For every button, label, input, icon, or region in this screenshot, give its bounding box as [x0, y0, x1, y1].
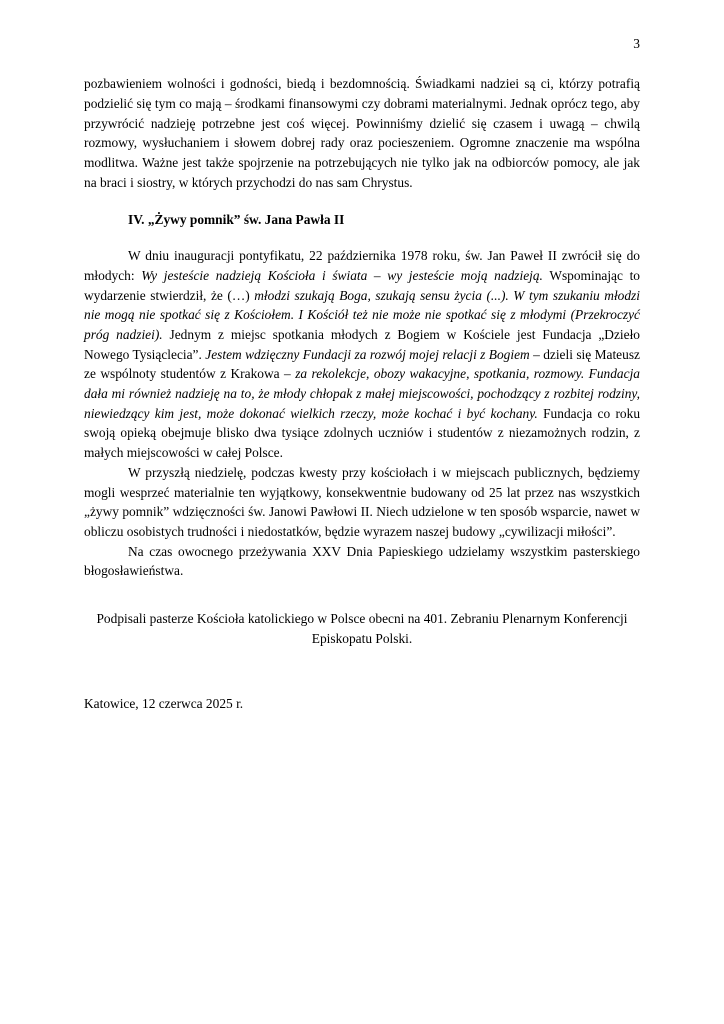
text-run: pozbawieniem wolności i godności, biedą i bezdomnością. Świadkami nadziei są ci, którzy potrafią podzielić się tym co mają – środkami finansowymi czy dobrami materialnymi. Jednak oprócz tego, aby przywrócić nadzieję potrzebne jest coś więcej. Powinniśmy dzielić się czasem i uwagą – chwilą rozmowy, wysłuchaniem i słowem dobrej rady oraz pocieszeniem. Ogromne znaczenie ma wspólna modlitwa. Ważne jest także spojrzenie na potrzebujących nie tylko jak na odbiorców pomocy, ale jak na braci i siostry, w których przychodzi do nas sam Chrystus.	[84, 76, 640, 190]
text-run: Wspominając to wydarzenie stwierdził, że (…)	[84, 267, 640, 303]
section-heading: IV. „Żywy pomnik” św. Jana Pawła II	[128, 212, 345, 228]
text-run-italic: Wy jesteście nadzieją Kościoła i świata – wy jesteście moją nadzieją.	[141, 267, 543, 283]
place-and-date: Katowice, 12 czerwca 2025 r.	[84, 696, 244, 712]
text-run: Fundacja co roku swoją opieką obejmuje blisko dwa tysiące zdolnych uczniów i studentów z niezamożnych rodzin, z małych miejscowości w całej Polsce.	[84, 405, 641, 461]
paragraph-continuation	[84, 74, 640, 192]
text-run: – dzieli się Mateusz ze wspólnoty studentów z Krakowa –	[84, 346, 640, 382]
text-run-italic: za rekolekcje, obozy wakacyjne, spotkania, rozmowy. Fundacja dała mi również nadzieję na to, że młody chłopak z małej miejscowości, pochodzący z rozbitej rodziny, niewiedzący kim jest, może dokonać wielkich rzeczy, może kochać i być kochany.	[84, 366, 640, 421]
text-run: W przyszłą niedzielę, podczas kwesty przy kościołach i w miejscach publicznych, będziemy mogli wesprzeć materialnie ten wyjątkowy, konsekwentnie budowany od 25 lat przez nas wszystkich „żywy pomnik” wdzięczności św. Janowi Pawłowi II. Niech udzielone w ten sposób wsparcie, nawet w obliczu osobistych trudności i niedostatków, będzie wyrazem naszej budowy „cywilizacji miłości”.	[84, 464, 640, 539]
signatories-note: Podpisali pasterze Kościoła katolickiego w Polsce obecni na 401. Zebraniu Plenarnym Konferencji Episkopatu Polski.	[96, 611, 628, 646]
paragraph-body-3	[84, 542, 640, 581]
text-run: Jednym z miejsc spotkania młodych z Bogiem w Kościele jest Fundacja „Dzieło Nowego Tysiąclecia”.	[84, 326, 640, 362]
page-number: 3	[633, 36, 640, 51]
text-run-italic: Jestem wdzięczny Fundacji za rozwój mojej relacji z Bogiem	[205, 346, 530, 362]
paragraph-body-2	[84, 463, 640, 542]
paragraph-body-1	[84, 246, 640, 463]
text-run: Na czas owocnego przeżywania XXV Dnia Papieskiego udzielamy wszystkim pasterskiego błogosławieństwa.	[84, 543, 640, 579]
text-run: W dniu inauguracji pontyfikatu, 22 października 1978 roku, św. Jan Paweł II zwrócił się do młodych:	[84, 248, 640, 283]
text-run-italic: młodzi szukają Boga, szukają sensu życia (...). W tym szukaniu młodzi nie mogą nie spotkać się z Kościołem. I Kościół też nie może nie spotkać się z młodymi (Przekroczyć próg nadziei).	[84, 287, 640, 342]
